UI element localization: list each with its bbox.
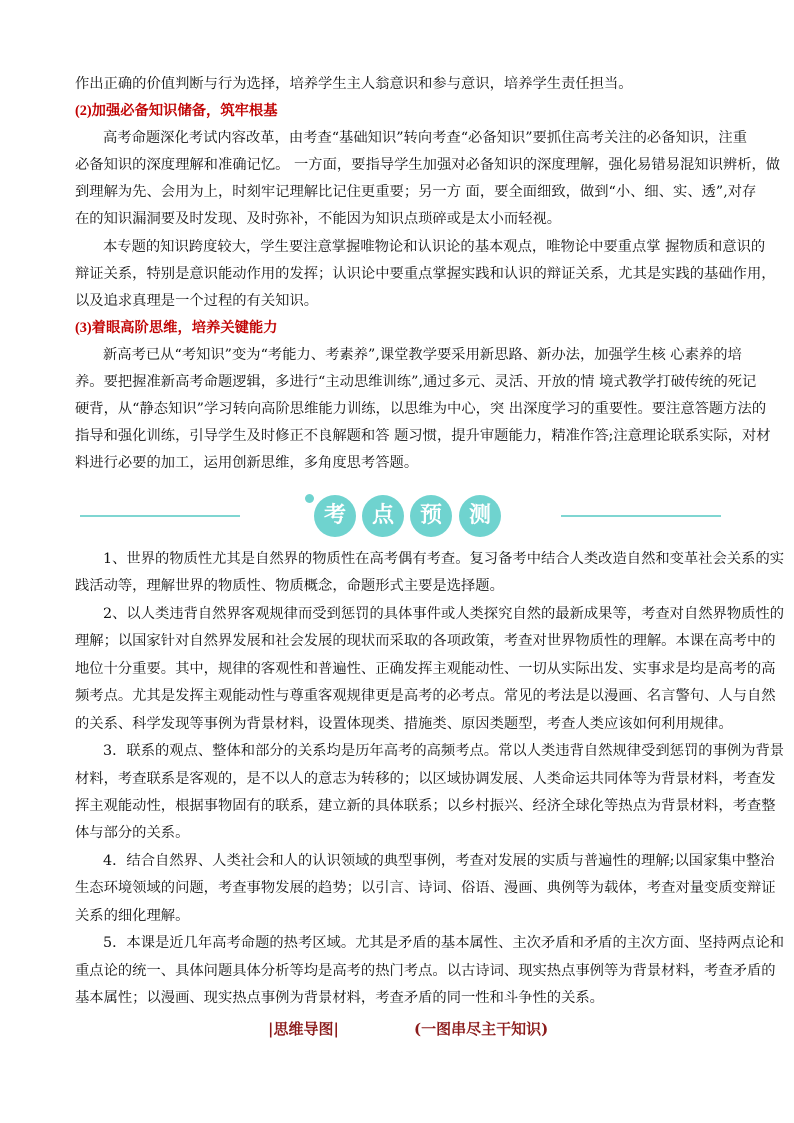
banner-char: 考: [314, 495, 356, 537]
text-line: 高考命题深化考试内容改革，由考查“基础知识”转向考查“必备知识”要抓住高考关注的必备知识，注重: [103, 130, 747, 147]
decor-dot: [305, 494, 314, 503]
forecast-item-4: [75, 848, 776, 930]
text-line: 理解；以国家针对自然界发展和社会发展的现状而采取的各项政策，考查对世界物质性的理解。本课在高考中的: [75, 633, 776, 650]
intro-section: [75, 71, 781, 477]
heading-knowledge-reserve: (2)加强必备知识储备，筑牢根基: [75, 103, 278, 120]
text-line: 指导和强化训练，引导学生及时修正不良解题和答 题习惯，提升审题能力，精准作答;注意理论联系实际，对材: [75, 428, 771, 445]
divider-right: [561, 515, 721, 517]
text-line: 以及追求真理是一个过程的有关知识。: [75, 292, 319, 309]
banner-char: 点: [362, 495, 404, 537]
forecast-item-5: [75, 930, 785, 1012]
text-line: 3．联系的观点、整体和部分的关系均是历年高考的高频考点。常以人类违背自然规律受到惩罚的事例为背景: [103, 743, 785, 760]
text-line: 基本属性；以漫画、现实热点事例为背景材料，考查矛盾的同一性和斗争性的关系。: [75, 990, 604, 1006]
forecast-item-1: [75, 546, 785, 601]
text-line: 4．结合自然界、人类社会和人的认识领域的典型事例，考查对发展的实质与普遍性的理解;以国家集中整治: [103, 852, 775, 869]
mindmap-heading: [0, 1014, 794, 1041]
text-line: 到理解为先、会用为上，时刻牢记理解比记住更重要；另一方 面，要全面细致，做到“小、细、实、透”,对存: [75, 184, 757, 201]
text-line: 本专题的知识跨度较大，学生要注意掌握唯物论和认识论的基本观点，唯物论中要重点掌 握物质和意识的: [103, 238, 766, 255]
text-line: 新高考已从“考知识”变为“考能力、考素养”,课堂教学要采用新思路、新办法，加强学生核 心素养的培: [103, 346, 742, 363]
text-line: 在的知识漏洞要及时发现、及时弥补，不能因为知识点琐碎或是太小而轻视。: [75, 211, 562, 228]
divider-left: [80, 515, 240, 517]
heading-higher-order-thinking: (3)着眼高阶思维，培养关键能力: [75, 319, 278, 336]
text-line: 硬背，从“静态知识”学习转向高阶思维能力训练，以思维为中心，突 出深度学习的重要性。要注意答题方法的: [75, 401, 767, 418]
paragraph: [75, 71, 731, 98]
mindmap-title: |思维导图|: [268, 1020, 339, 1038]
forecast-item-3: [75, 738, 785, 848]
paragraph: [75, 342, 771, 477]
text-line: 地位十分重要。其中，规律的客观性和普遍性、正确发挥主观能动性、一切从实际出发、实事求是均是高考的高: [75, 660, 776, 677]
text-line: 的关系、科学发现等事例为背景材料，设置体现类、措施类、原因类题型，考查人类应该如何利用规律。: [75, 715, 733, 732]
text-line: 材料，考查联系是客观的，是不以人的意志为转移的；以区域协调发展、人类命运共同体等为背景材料，考查发: [75, 770, 776, 787]
text-line: 践活动等，理解世界的物质性、物质概念，命题形式主要是选择题。: [75, 578, 504, 595]
text-line: 频考点。尤其是发挥主观能动性与尊重客观规律更是高考的必考点。常见的考法是以漫画、名言警句、人与自然: [75, 688, 776, 705]
text-line: 关系的细化理解。: [75, 907, 190, 924]
text-line: 养。要把握准新高考命题逻辑，多进行“主动思维训练”,通过多元、灵活、开放的情 境式教学打破传统的死记: [75, 374, 757, 391]
text-line: 生态环境领域的问题，考查事物发展的趋势；以引言、诗词、俗语、漫画、典例等为载体，考查对量变质变辩证: [75, 880, 776, 897]
text-line: 挥主观能动性，根据事物固有的联系，建立新的具体联系；以乡村振兴、经济全球化等热点为背景材料，考查整: [75, 797, 776, 814]
paragraph: [75, 125, 781, 233]
banner-char: 测: [459, 495, 501, 537]
text-line: 重点论的统一、具体问题具体分析等均是高考的热门考点。以古诗词、现实热点事例等为背景材料，考查矛盾的: [75, 962, 776, 979]
text-line: 体与部分的关系。: [75, 825, 190, 842]
exam-forecast-banner: [0, 494, 794, 540]
forecast-section: [75, 546, 785, 1012]
text-line: 作出正确的价值判断与行为选择，培养学生主人翁意识和参与意识，培养学生责任担当。: [75, 76, 633, 92]
banner-char: 预: [410, 495, 452, 537]
mindmap-subtitle: (一图串尽主干知识): [414, 1020, 549, 1038]
text-line: 必备知识的深度理解和准确记忆。 一方面，要指导学生加强对必备知识的深度理解，强化易错易混知识辨析，做: [75, 157, 781, 174]
text-line: 2、以人类违背自然界客观规律而受到惩罚的具体事件或人类探究自然的最新成果等，考查对自然界物质性的: [103, 605, 785, 622]
text-line: 1、世界的物质性尤其是自然界的物质性在高考偶有考查。复习备考中结合人类改造自然和变革社会关系的实: [103, 551, 785, 567]
text-line: 5．本课是近几年高考命题的热考区域。尤其是矛盾的基本属性、主次矛盾和矛盾的主次方面、坚持两点论和: [103, 935, 785, 952]
text-line: 辩证关系，特别是意识能动作用的发挥；认识论中要重点掌握实践和认识的辩证关系，尤其是实践的基础作用，: [75, 265, 776, 282]
forecast-item-2: [75, 601, 785, 738]
text-line: 料进行必要的加工，运用创新思维，多角度思考答题。: [75, 455, 419, 472]
paragraph: [75, 234, 776, 315]
